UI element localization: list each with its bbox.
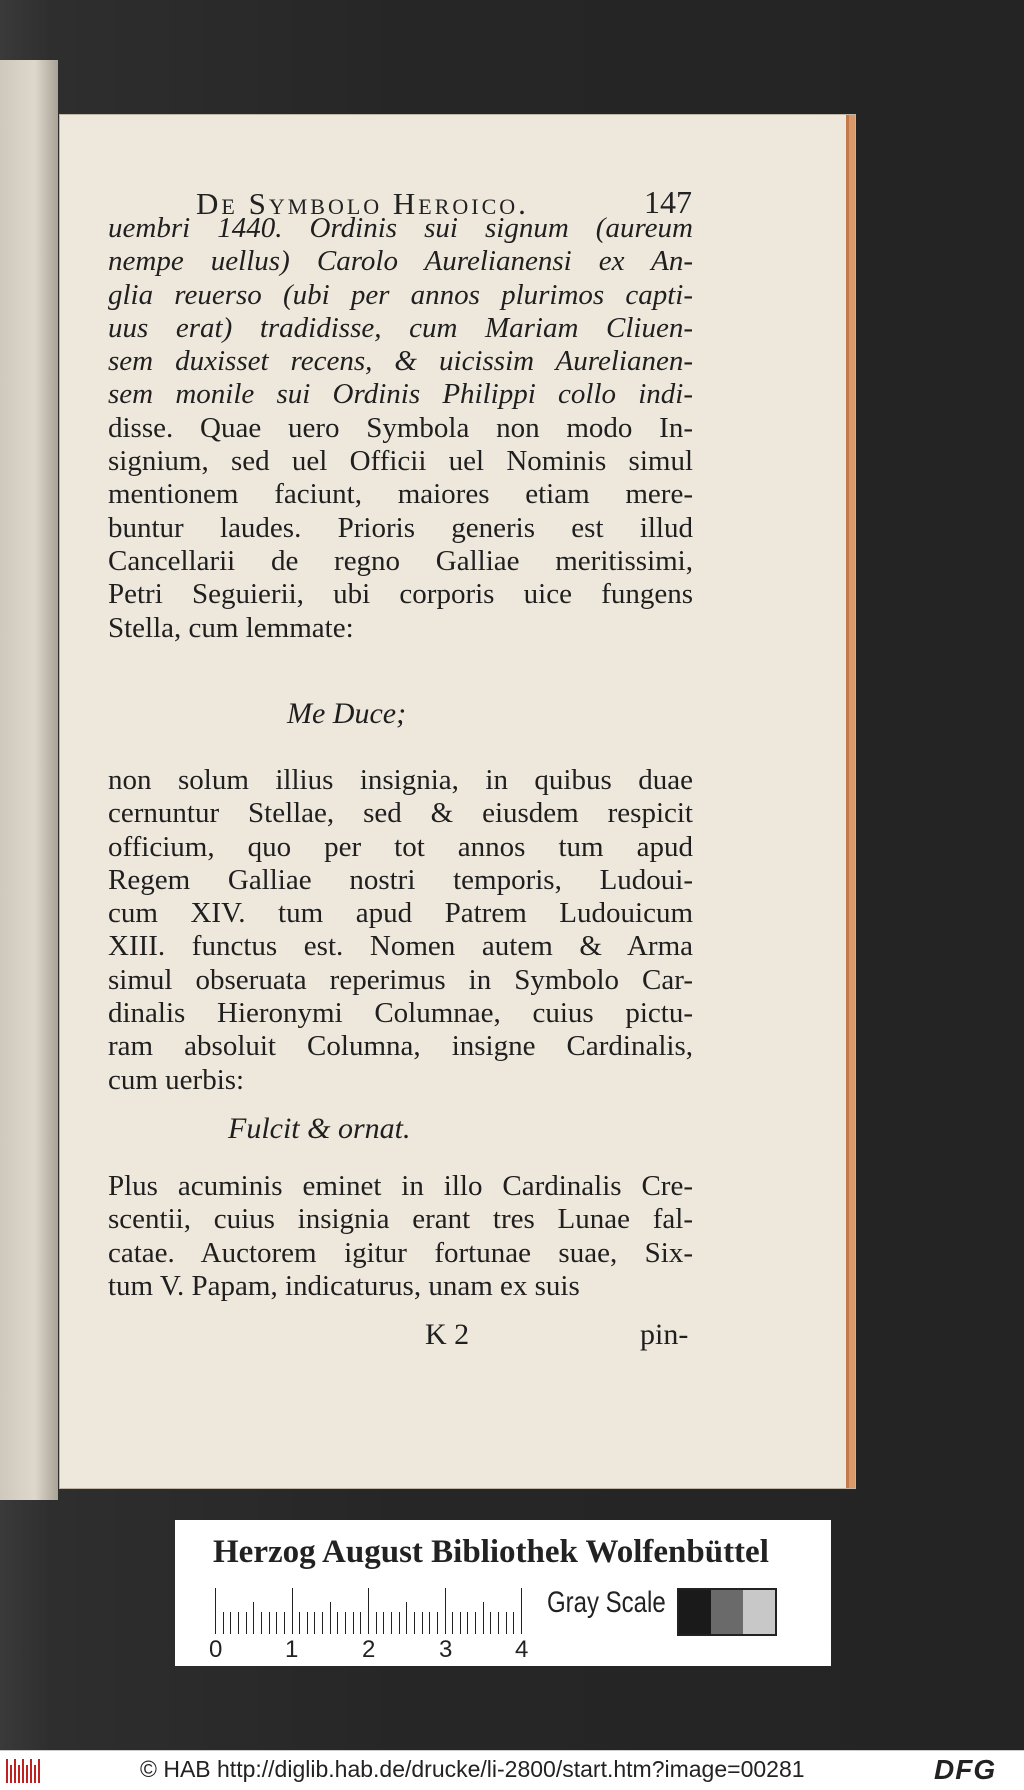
text-line: cum XIV. tum apud Patrem Ludouicum bbox=[108, 897, 693, 930]
text-line: catae. Auctorem igitur fortunae suae, Six- bbox=[108, 1236, 693, 1269]
text-line: non solum illius insignia, in quibus duae bbox=[108, 764, 693, 796]
text-line: cum uerbis: bbox=[108, 1063, 245, 1096]
text-line: uus erat) tradidisse, cum Mariam Cliuen- bbox=[108, 311, 693, 344]
logo-bar bbox=[6, 1759, 8, 1783]
ruler-tick bbox=[391, 1612, 392, 1634]
logo-bar bbox=[34, 1765, 36, 1783]
copyright-url: © HAB http://diglib.hab.de/drucke/li-2800/start.htm?image=00281 bbox=[140, 1756, 805, 1782]
ruler-tick bbox=[299, 1612, 300, 1634]
gray-swatch bbox=[711, 1590, 743, 1634]
ruler-tick bbox=[467, 1612, 468, 1634]
ruler-tick bbox=[429, 1612, 430, 1634]
ruler-tick bbox=[422, 1612, 423, 1634]
gray-scale-swatches bbox=[677, 1588, 777, 1636]
text-line: simul obseruata reperimus in Symbolo Car- bbox=[108, 963, 693, 996]
ruler-tick bbox=[460, 1612, 461, 1634]
ruler-tick bbox=[253, 1602, 254, 1634]
text-line: buntur laudes. Prioris generis est illud bbox=[108, 511, 693, 544]
logo-bar bbox=[18, 1765, 20, 1783]
ruler-number-1: 1 bbox=[285, 1636, 299, 1663]
catchword: pin- bbox=[640, 1318, 689, 1351]
logo-bar bbox=[22, 1759, 24, 1783]
ruler-tick bbox=[521, 1588, 522, 1634]
ruler-tick bbox=[368, 1588, 369, 1634]
ruler-tick bbox=[345, 1612, 346, 1634]
ruler-tick bbox=[383, 1612, 384, 1634]
text-line: cernuntur Stellae, sed & eiusdem respicit bbox=[108, 797, 693, 830]
ruler-tick bbox=[238, 1612, 239, 1634]
ruler-scale bbox=[215, 1584, 525, 1634]
gray-scale-label: Gray Scale bbox=[547, 1586, 666, 1619]
signature-mark: K 2 bbox=[425, 1318, 470, 1351]
text-line: uembri 1440. Ordinis sui signum (aureum bbox=[108, 212, 693, 244]
paragraph-1 bbox=[108, 212, 693, 645]
text-line: sem duxisset recens, & uicissim Aurelianen- bbox=[108, 345, 693, 378]
text-line: nempe uellus) Carolo Aurelianensi ex An- bbox=[108, 245, 693, 278]
ruler-tick bbox=[445, 1588, 446, 1634]
logo-bar bbox=[10, 1765, 12, 1783]
dfg-logo: DFG bbox=[934, 1754, 997, 1785]
page-number: 147 bbox=[644, 184, 692, 220]
ruler-tick bbox=[483, 1602, 484, 1634]
ruler-tick bbox=[414, 1612, 415, 1634]
text-line: sem monile sui Ordinis Philippi collo indi- bbox=[108, 378, 693, 411]
ruler-tick bbox=[276, 1612, 277, 1634]
ruler-number-2: 2 bbox=[362, 1636, 376, 1663]
motto-fulcit-et-ornat: Fulcit & ornat. bbox=[228, 1112, 411, 1145]
running-head: De Symbolo Heroico. bbox=[196, 186, 529, 221]
ruler-tick bbox=[406, 1602, 407, 1634]
logo-bar bbox=[26, 1765, 28, 1783]
gray-swatch bbox=[743, 1590, 775, 1634]
text-line: Stella, cum lemmate: bbox=[108, 611, 354, 644]
ruler-tick bbox=[498, 1612, 499, 1634]
text-line: dinalis Hieronymi Columnae, cuius pictu- bbox=[108, 997, 693, 1030]
ruler-number-0: 0 bbox=[209, 1636, 223, 1663]
text-line: tum V. Papam, indicaturus, unam ex suis bbox=[108, 1269, 580, 1302]
paragraph-2 bbox=[108, 764, 693, 1097]
ruler-tick bbox=[223, 1612, 224, 1634]
text-line: Regem Galliae nostri temporis, Ludoui- bbox=[108, 863, 693, 896]
ruler-tick bbox=[230, 1612, 231, 1634]
text-line: Petri Seguierii, ubi corporis uice fungens bbox=[108, 578, 693, 611]
ruler-tick bbox=[353, 1612, 354, 1634]
logo-bar bbox=[38, 1759, 40, 1783]
ruler-tick bbox=[475, 1612, 476, 1634]
text-line: disse. Quae uero Symbola non modo In- bbox=[108, 411, 693, 444]
footer-bar bbox=[0, 1750, 1024, 1790]
ruler-tick bbox=[314, 1612, 315, 1634]
ruler-tick bbox=[215, 1588, 216, 1634]
library-name: Herzog August Bibliothek Wolfenbüttel bbox=[213, 1534, 769, 1570]
text-line: scentii, cuius insignia erant tres Lunae fal- bbox=[108, 1203, 693, 1236]
ruler-tick bbox=[246, 1612, 247, 1634]
text-line: Cancellarii de regno Galliae meritissimi, bbox=[108, 544, 693, 577]
library-color-card bbox=[175, 1520, 831, 1666]
text-line: mentionem faciunt, maiores etiam mere- bbox=[108, 478, 693, 511]
text-line: Plus acuminis eminet in illo Cardinalis Cre- bbox=[108, 1170, 693, 1202]
text-line: ram absoluit Columna, insigne Cardinalis, bbox=[108, 1030, 693, 1063]
ruler-tick bbox=[376, 1612, 377, 1634]
ruler-tick bbox=[506, 1612, 507, 1634]
ruler-tick bbox=[337, 1612, 338, 1634]
ruler-tick bbox=[284, 1612, 285, 1634]
logo-bar bbox=[14, 1759, 16, 1783]
ruler-tick bbox=[292, 1588, 293, 1634]
ruler-tick bbox=[490, 1612, 491, 1634]
gray-swatch bbox=[679, 1590, 711, 1634]
text-line: XIII. functus est. Nomen autem & Arma bbox=[108, 930, 693, 963]
ruler-number-3: 3 bbox=[439, 1636, 453, 1663]
text-line: glia reuerso (ubi per annos plurimos capti- bbox=[108, 278, 693, 311]
previous-page-edge bbox=[0, 60, 58, 1500]
ruler-tick bbox=[269, 1612, 270, 1634]
ruler-tick bbox=[330, 1602, 331, 1634]
ruler-tick bbox=[360, 1612, 361, 1634]
motto-me-duce: Me Duce; bbox=[287, 697, 407, 730]
ruler-tick bbox=[513, 1612, 514, 1634]
hab-logo-icon bbox=[6, 1759, 42, 1783]
text-line: officium, quo per tot annos tum apud bbox=[108, 830, 693, 863]
ruler-tick bbox=[261, 1612, 262, 1634]
text-line: signium, sed uel Officii uel Nominis simul bbox=[108, 445, 693, 478]
ruler-number-4: 4 bbox=[515, 1636, 529, 1663]
ruler-tick bbox=[307, 1612, 308, 1634]
ruler-tick bbox=[399, 1612, 400, 1634]
ruler-tick bbox=[437, 1612, 438, 1634]
logo-bar bbox=[30, 1759, 32, 1783]
ruler-tick bbox=[322, 1612, 323, 1634]
paragraph-3 bbox=[108, 1170, 693, 1303]
ruler-tick bbox=[452, 1612, 453, 1634]
